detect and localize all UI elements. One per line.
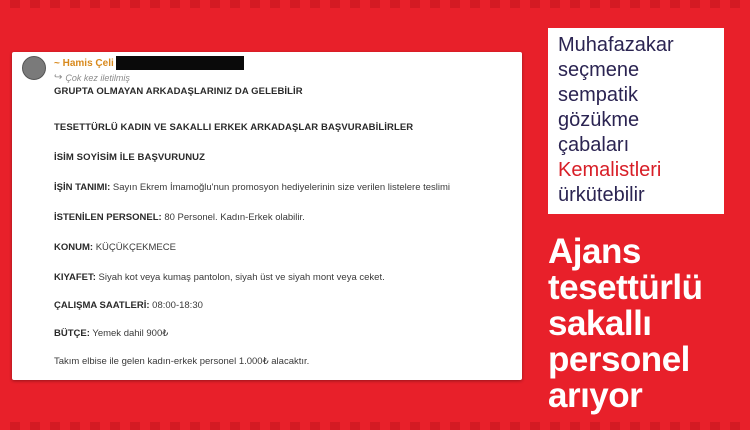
message-line bbox=[54, 242, 176, 253]
big-title-line: arıyor bbox=[548, 376, 643, 415]
message-line-label: ÇALIŞMA SAATLERİ: bbox=[54, 300, 150, 311]
message-line bbox=[54, 182, 450, 193]
message-line-text: Sayın Ekrem İmamoğlu'nun promosyon hediyelerinin size verilen listelere teslimi bbox=[110, 182, 451, 193]
big-title-line: personel bbox=[548, 340, 690, 379]
message-line-text: Takım elbise ile gelen kadın-erkek personel 1.000₺ alacaktır. bbox=[54, 356, 310, 367]
headline-box bbox=[548, 28, 724, 214]
message-line-text: KÜÇÜKÇEKMECE bbox=[93, 242, 176, 253]
message-line-label: BÜTÇE: bbox=[54, 328, 90, 339]
message-line-text: 80 Personel. Kadın-Erkek olabilir. bbox=[161, 212, 305, 223]
message-line bbox=[54, 300, 203, 311]
headline-line: seçmene bbox=[558, 59, 640, 81]
message-screenshot bbox=[12, 52, 522, 380]
message-line-label: KIYAFET: bbox=[54, 272, 96, 283]
top-stripe bbox=[0, 0, 750, 8]
headline-line: Kemalistleri bbox=[558, 159, 662, 181]
big-title-line: Ajans bbox=[548, 232, 641, 271]
message-line-text: GRUPTA OLMAYAN ARKADAŞLARINIZ DA GELEBİLİR bbox=[54, 86, 303, 97]
big-title-line: tesettürlü bbox=[548, 268, 703, 307]
forwarded-row bbox=[54, 72, 130, 83]
message-line-label: İŞİN TANIMI: bbox=[54, 182, 111, 193]
message-line bbox=[54, 272, 385, 283]
avatar bbox=[22, 56, 46, 80]
message-line bbox=[54, 356, 309, 367]
headline-line: ürkütebilir bbox=[558, 184, 645, 206]
message-line-text: Yemek dahil 900₺ bbox=[89, 328, 169, 339]
forwarded-label: Çok kez iletilmiş bbox=[65, 72, 130, 83]
redaction-bar bbox=[116, 56, 244, 70]
message-line-text: 08:00-18:30 bbox=[149, 300, 203, 311]
message-line bbox=[54, 328, 168, 339]
message-line-text: İSİM SOYİSİM İLE BAŞVURUNUZ bbox=[54, 152, 206, 163]
forward-icon: ↪ bbox=[54, 72, 63, 83]
message-line bbox=[54, 212, 305, 223]
headline-line: çabaları bbox=[558, 134, 630, 156]
sender-name: ~ Hamis Çeli bbox=[54, 57, 114, 69]
headline-line: Muhafazakar bbox=[558, 34, 674, 56]
message-line-text: Siyah kot veya kumaş pantolon, siyah üst ve siyah mont veya ceket. bbox=[95, 272, 385, 283]
message-line bbox=[54, 152, 205, 163]
big-title-line: sakallı bbox=[548, 304, 652, 343]
headline-line: gözükme bbox=[558, 109, 640, 131]
headline-line: sempatik bbox=[558, 84, 639, 106]
message-line bbox=[54, 86, 303, 97]
sender-row bbox=[54, 56, 244, 70]
bottom-stripe bbox=[0, 422, 750, 430]
message-line bbox=[54, 122, 413, 133]
message-line-label: İSTENİLEN PERSONEL: bbox=[54, 212, 162, 223]
message-line-text: TESETTÜRLÜ KADIN VE SAKALLI ERKEK ARKADAŞLAR BAŞVURABİLİRLER bbox=[54, 122, 414, 133]
message-line-label: KONUM: bbox=[54, 242, 94, 253]
